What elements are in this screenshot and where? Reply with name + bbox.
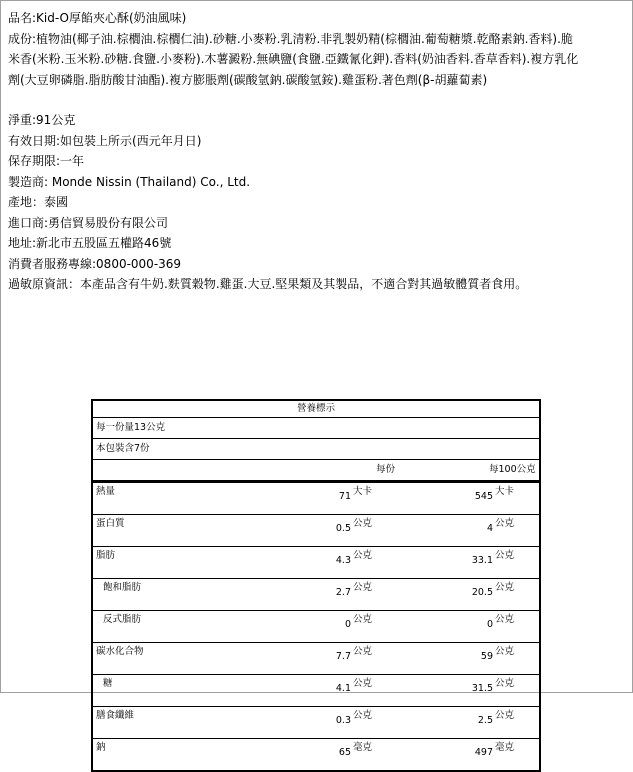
nutrient-name: 鈉 bbox=[96, 742, 106, 753]
per-100g-value: 545 bbox=[398, 483, 495, 515]
per-100g-value: 497 bbox=[474, 747, 493, 758]
ingredients-line-2: 米香(米粉.玉米粉.砂糖.食鹽.小麥粉).木薯澱粉.無碘鹽(食鹽.亞鐵氰化鉀).香料(奶油香料.香草香料).複方乳化 bbox=[8, 52, 579, 66]
product-name: 品名:Kid-O厚餡夾心酥(奶油風味) bbox=[8, 11, 187, 25]
consumer-hotline: 消費者服務專線:0800-000-369 bbox=[8, 256, 182, 271]
servings-per-pack: 本包裝含7份 bbox=[93, 439, 539, 460]
per-100g-value: 59 bbox=[398, 643, 495, 675]
per-serving-unit: 公克 bbox=[353, 707, 398, 739]
per-100g-value: 4 bbox=[398, 515, 495, 547]
allergen-info: 過敏原資訊：本產品含有牛奶.麩質穀物.雞蛋.大豆.堅果類及其製品，不適合對其過敏體質者食用。 bbox=[8, 277, 528, 291]
per-100g-value: 20.5 bbox=[398, 579, 495, 611]
shelf-life: 保存期限:一年 bbox=[8, 154, 85, 168]
serving-size: 每一份量13公克 bbox=[93, 418, 539, 439]
per-100g-value: 33.1 bbox=[398, 547, 495, 579]
table-row bbox=[93, 675, 539, 707]
per-serving-value: 71 bbox=[256, 483, 353, 515]
per-serving-unit: 毫克 bbox=[353, 742, 373, 753]
per-serving-unit: 公克 bbox=[353, 515, 398, 547]
per-100g-unit: 公克 bbox=[495, 643, 539, 675]
table-row bbox=[93, 707, 539, 739]
per-100g-header: 每100公克 bbox=[489, 464, 536, 475]
per-serving-value: 7.7 bbox=[256, 643, 353, 675]
per-100g-value: 0 bbox=[398, 611, 495, 643]
nutrition-column-headers bbox=[93, 460, 539, 483]
per-serving-value: 2.7 bbox=[256, 579, 353, 611]
per-100g-unit: 公克 bbox=[495, 515, 539, 547]
nutrition-table bbox=[93, 483, 539, 770]
address: 地址:新北市五股區五權路46號 bbox=[8, 236, 172, 250]
per-serving-unit: 公克 bbox=[353, 643, 398, 675]
nutrient-name: 脂肪 bbox=[93, 547, 256, 579]
per-serving-value: 0.5 bbox=[256, 515, 353, 547]
nutrient-name: 熱量 bbox=[93, 483, 256, 515]
per-100g-value: 2.5 bbox=[398, 707, 495, 739]
nutrition-title: 營養標示 bbox=[93, 401, 539, 418]
nutrient-name: 碳水化合物 bbox=[93, 643, 256, 675]
per-serving-unit: 大卡 bbox=[353, 483, 398, 515]
nutrient-name: 反式脂肪 bbox=[93, 611, 256, 643]
expiry-date: 有效日期:如包裝上所示(西元年月日) bbox=[8, 133, 202, 148]
table-row bbox=[93, 579, 539, 611]
per-serving-header: 每份 bbox=[376, 464, 396, 475]
per-serving-unit: 公克 bbox=[353, 579, 398, 611]
table-row bbox=[93, 611, 539, 643]
table-row bbox=[93, 643, 539, 675]
per-serving-value: 0.3 bbox=[256, 707, 353, 739]
per-100g-unit: 公克 bbox=[495, 579, 539, 611]
table-row bbox=[93, 515, 539, 547]
per-100g-unit: 公克 bbox=[495, 547, 539, 579]
nutrient-name: 蛋白質 bbox=[93, 515, 256, 547]
nutrition-label bbox=[91, 399, 541, 772]
table-row bbox=[93, 739, 539, 771]
table-row bbox=[93, 547, 539, 579]
per-serving-value: 65 bbox=[338, 747, 351, 758]
per-serving-value: 0 bbox=[256, 611, 353, 643]
per-100g-unit: 公克 bbox=[495, 675, 539, 707]
per-100g-unit: 大卡 bbox=[495, 483, 539, 515]
per-100g-unit: 毫克 bbox=[495, 742, 515, 753]
per-100g-unit: 公克 bbox=[495, 707, 539, 739]
nutrient-name: 膳食纖維 bbox=[93, 707, 256, 739]
per-100g-unit: 公克 bbox=[495, 611, 539, 643]
per-100g-value: 31.5 bbox=[398, 675, 495, 707]
per-serving-unit: 公克 bbox=[353, 675, 398, 707]
per-serving-value: 4.3 bbox=[256, 547, 353, 579]
origin: 產地：泰國 bbox=[8, 195, 69, 209]
importer: 進口商:勇信貿易股份有限公司 bbox=[8, 215, 169, 230]
per-serving-unit: 公克 bbox=[353, 611, 398, 643]
per-serving-value: 4.1 bbox=[256, 675, 353, 707]
manufacturer: 製造商: Monde Nissin (Thailand) Co., Ltd. bbox=[8, 174, 251, 189]
net-weight: 淨重:91公克 bbox=[8, 113, 76, 127]
product-info bbox=[8, 8, 626, 295]
ingredients-line-3: 劑(大豆卵磷脂.脂肪酸甘油酯).複方膨脹劑(碳酸氫鈉.碳酸氫銨).雞蛋粉.著色劑(β-胡蘿蔔素) bbox=[8, 72, 488, 87]
table-row bbox=[93, 483, 539, 515]
nutrient-name: 飽和脂肪 bbox=[93, 579, 256, 611]
ingredients-line-1: 成份:植物油(椰子油.棕櫚油.棕櫚仁油).砂糖.小麥粉.乳清粉.非乳製奶精(棕櫚油.葡萄糖漿.乾酪素鈉.香料).脆 bbox=[8, 31, 573, 46]
per-serving-unit: 公克 bbox=[353, 547, 398, 579]
nutrient-name: 糖 bbox=[93, 675, 256, 707]
